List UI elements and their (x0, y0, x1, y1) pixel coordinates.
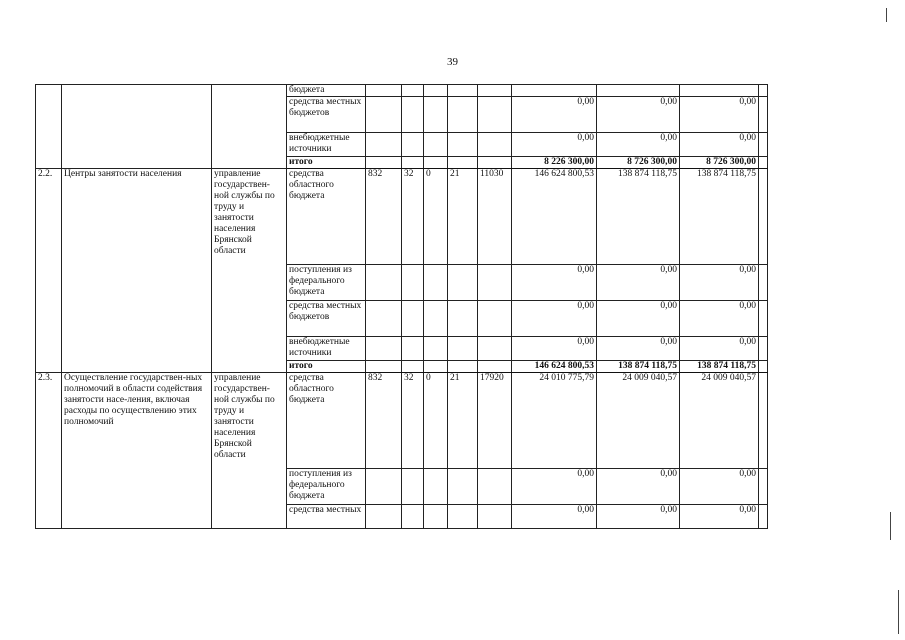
funding-source-cell: средства областного бюджета (287, 169, 366, 265)
amount-cell-year3: 8 726 300,00 (680, 157, 759, 169)
budget-code-cell: 17920 (478, 373, 512, 469)
funding-source-cell: средства местных бюджетов (287, 301, 366, 337)
amount-cell-year2: 24 009 040,57 (597, 373, 680, 469)
budget-code-cell (366, 157, 402, 169)
budget-code-cell: 32 (402, 169, 424, 265)
budget-code-cell (402, 337, 424, 361)
budget-code-cell (448, 469, 478, 505)
funding-source-cell: внебюджетные источники (287, 337, 366, 361)
amount-cell-year3: 0,00 (680, 97, 759, 133)
amount-cell-year2: 0,00 (597, 133, 680, 157)
budget-code-cell (402, 361, 424, 373)
budget-code-cell (366, 97, 402, 133)
budget-code-cell: 11030 (478, 169, 512, 265)
budget-code-cell (366, 361, 402, 373)
funding-source-cell: поступления из федерального бюджета (287, 265, 366, 301)
budget-code-cell (366, 265, 402, 301)
amount-cell-year2: 138 874 118,75 (597, 169, 680, 265)
executor-cell (212, 85, 287, 169)
item-number-cell: 2.3. (36, 373, 62, 529)
item-name-cell (62, 85, 212, 169)
budget-code-cell: 21 (448, 169, 478, 265)
budget-code-cell (424, 97, 448, 133)
budget-code-cell (448, 157, 478, 169)
budget-code-cell (478, 469, 512, 505)
amount-cell-year3: 0,00 (680, 505, 759, 529)
table-row (36, 373, 768, 469)
budget-code-cell (478, 337, 512, 361)
budget-code-cell (478, 157, 512, 169)
trailing-cell (759, 133, 768, 157)
budget-code-cell (366, 505, 402, 529)
budget-code-cell (478, 97, 512, 133)
budget-code-cell (366, 301, 402, 337)
budget-code-cell (402, 301, 424, 337)
amount-cell-year3: 0,00 (680, 301, 759, 337)
amount-cell-year1: 0,00 (512, 133, 597, 157)
amount-cell-year2 (597, 85, 680, 97)
page-number: 39 (447, 56, 458, 68)
table-row (36, 169, 768, 265)
budget-code-cell (424, 133, 448, 157)
budget-code-cell (402, 133, 424, 157)
scan-edge-mark (886, 8, 887, 22)
amount-cell-year2: 0,00 (597, 505, 680, 529)
amount-cell-year3: 138 874 118,75 (680, 361, 759, 373)
amount-cell-year2: 0,00 (597, 97, 680, 133)
amount-cell-year1: 0,00 (512, 337, 597, 361)
amount-cell-year2: 0,00 (597, 265, 680, 301)
budget-code-cell (448, 361, 478, 373)
budget-code-cell (402, 505, 424, 529)
trailing-cell (759, 301, 768, 337)
budget-code-cell (478, 505, 512, 529)
budget-code-cell (448, 97, 478, 133)
budget-code-cell: 0 (424, 169, 448, 265)
amount-cell-year2: 0,00 (597, 469, 680, 505)
item-name-cell: Осуществление государствен-ных полномочий в области содействия занятости насе-ления, включая расходы по осуществлению этих полномочий (62, 373, 212, 529)
amount-cell-year2: 138 874 118,75 (597, 361, 680, 373)
budget-code-cell (448, 337, 478, 361)
trailing-cell (759, 361, 768, 373)
budget-code-cell: 32 (402, 373, 424, 469)
budget-code-cell (424, 469, 448, 505)
budget-code-cell (448, 133, 478, 157)
executor-cell: управление государствен-ной службы по труду и занятости населения Брянской области (212, 373, 287, 529)
budget-code-cell (478, 265, 512, 301)
item-name-cell: Центры занятости населения (62, 169, 212, 373)
funding-source-cell: средства местных (287, 505, 366, 529)
trailing-cell (759, 265, 768, 301)
budget-code-cell (478, 85, 512, 97)
budget-code-cell (366, 85, 402, 97)
amount-cell-year1: 146 624 800,53 (512, 169, 597, 265)
amount-cell-year3: 0,00 (680, 133, 759, 157)
table-row (36, 85, 768, 97)
amount-cell-year3: 24 009 040,57 (680, 373, 759, 469)
budget-code-cell: 21 (448, 373, 478, 469)
amount-cell-year2: 0,00 (597, 337, 680, 361)
amount-cell-year3: 138 874 118,75 (680, 169, 759, 265)
budget-code-cell: 832 (366, 373, 402, 469)
budget-code-cell (402, 97, 424, 133)
funding-source-cell: итого (287, 361, 366, 373)
budget-code-cell (478, 133, 512, 157)
amount-cell-year2: 8 726 300,00 (597, 157, 680, 169)
budget-table-body (36, 85, 768, 529)
item-number-cell (36, 85, 62, 169)
scan-edge-mark (898, 590, 899, 634)
executor-cell: управление государствен-ной службы по труду и занятости населения Брянской области (212, 169, 287, 373)
budget-code-cell (448, 85, 478, 97)
scan-edge-mark (890, 512, 891, 540)
budget-code-cell (424, 361, 448, 373)
funding-source-cell: итого (287, 157, 366, 169)
budget-code-cell (366, 133, 402, 157)
budget-code-cell (424, 337, 448, 361)
budget-code-cell (448, 265, 478, 301)
funding-source-cell: средства местных бюджетов (287, 97, 366, 133)
amount-cell-year1 (512, 85, 597, 97)
budget-code-cell (424, 85, 448, 97)
budget-table (35, 84, 768, 529)
funding-source-cell: средства областного бюджета (287, 373, 366, 469)
funding-source-cell: бюджета (287, 85, 366, 97)
trailing-cell (759, 97, 768, 133)
trailing-cell (759, 157, 768, 169)
budget-code-cell: 832 (366, 169, 402, 265)
funding-source-cell: поступления из федерального бюджета (287, 469, 366, 505)
amount-cell-year3: 0,00 (680, 265, 759, 301)
trailing-cell (759, 85, 768, 97)
amount-cell-year1: 0,00 (512, 97, 597, 133)
budget-code-cell (402, 265, 424, 301)
budget-code-cell (424, 301, 448, 337)
amount-cell-year3: 0,00 (680, 469, 759, 505)
amount-cell-year3: 0,00 (680, 337, 759, 361)
amount-cell-year1: 8 226 300,00 (512, 157, 597, 169)
amount-cell-year2: 0,00 (597, 301, 680, 337)
funding-source-cell: внебюджетные источники (287, 133, 366, 157)
budget-code-cell (402, 469, 424, 505)
budget-code-cell (448, 505, 478, 529)
amount-cell-year1: 0,00 (512, 265, 597, 301)
amount-cell-year1: 0,00 (512, 301, 597, 337)
budget-code-cell (424, 265, 448, 301)
trailing-cell (759, 373, 768, 469)
budget-code-cell (478, 361, 512, 373)
trailing-cell (759, 469, 768, 505)
budget-code-cell (424, 505, 448, 529)
item-number-cell: 2.2. (36, 169, 62, 373)
budget-code-cell (448, 301, 478, 337)
amount-cell-year1: 0,00 (512, 505, 597, 529)
budget-code-cell: 0 (424, 373, 448, 469)
amount-cell-year1: 24 010 775,79 (512, 373, 597, 469)
trailing-cell (759, 505, 768, 529)
budget-code-cell (366, 337, 402, 361)
budget-code-cell (478, 301, 512, 337)
amount-cell-year1: 146 624 800,53 (512, 361, 597, 373)
amount-cell-year3 (680, 85, 759, 97)
trailing-cell (759, 169, 768, 265)
trailing-cell (759, 337, 768, 361)
budget-code-cell (402, 85, 424, 97)
budget-code-cell (366, 469, 402, 505)
budget-code-cell (424, 157, 448, 169)
budget-code-cell (402, 157, 424, 169)
amount-cell-year1: 0,00 (512, 469, 597, 505)
